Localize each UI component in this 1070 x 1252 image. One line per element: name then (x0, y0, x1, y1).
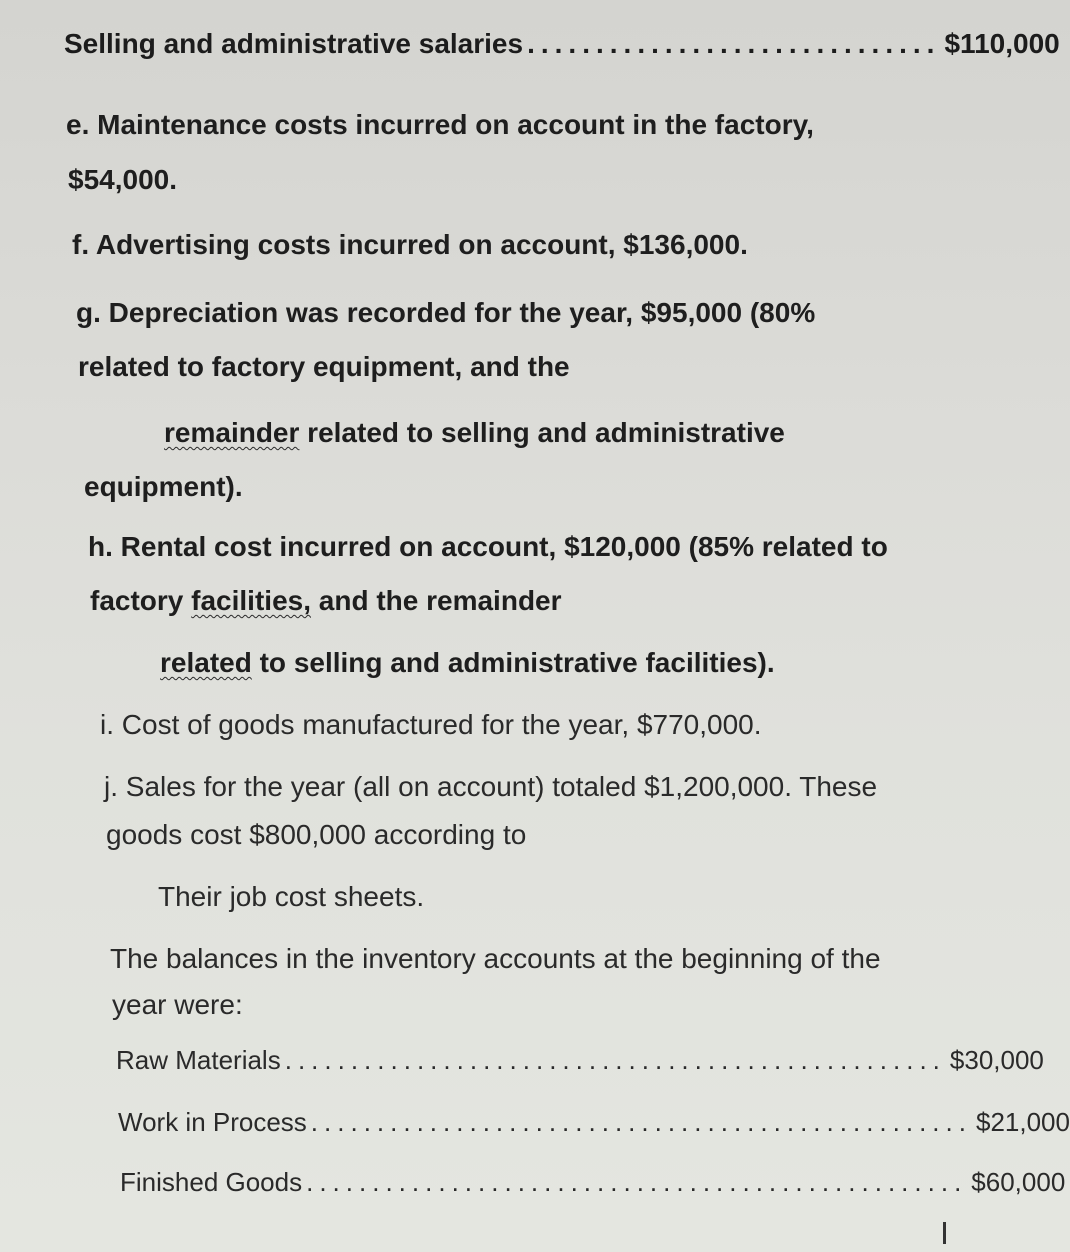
inventory-value: $60,000 (971, 1167, 1066, 1197)
item-h-line-2-pre: factory (90, 585, 192, 616)
inventory-row-work-in-process (118, 1106, 1070, 1138)
salaries-row (64, 28, 1060, 60)
underlined-word: facilities, (191, 585, 311, 616)
item-h-line-1: h. Rental cost incurred on account, $120,000 (85% related to (88, 531, 888, 562)
item-e-line-2: $54,000. (68, 164, 177, 195)
inventory-label: Finished Goods (120, 1167, 303, 1197)
item-g-line-1: g. Depreciation was recorded for the year, $95,000 (80% (76, 297, 816, 328)
inventory-value: $30,000 (949, 1045, 1044, 1075)
leader-dots: .............................. (527, 28, 941, 59)
item-h-line-2-rest: and the remainder (311, 585, 562, 616)
item-j-line-3: Their job cost sheets. (158, 881, 425, 912)
item-g-line-4: equipment). (84, 471, 243, 502)
inventory-row-finished-goods (120, 1166, 1066, 1198)
leader-dots: .................................................. (306, 1167, 968, 1197)
inventory-label: Work in Process (118, 1107, 307, 1137)
item-j-line-1: j. Sales for the year (all on account) totaled $1,200,000. These (104, 771, 878, 802)
item-j-line-2: goods cost $800,000 according to (106, 819, 527, 850)
item-f: f. Advertising costs incurred on account, $136,000. (72, 229, 748, 260)
text-cursor-mark (943, 1222, 946, 1244)
item-h-line-3 (160, 646, 775, 680)
leader-dots: .................................................. (284, 1045, 946, 1075)
inventory-label: Raw Materials (116, 1045, 281, 1075)
salaries-value: $110,000 (944, 28, 1060, 59)
balances-line-1: The balances in the inventory accounts at the beginning of the (110, 943, 881, 974)
item-h-line-3-rest: to selling and administrative facilities). (251, 647, 775, 678)
leader-dots: .................................................. (310, 1107, 972, 1137)
underlined-word: related (160, 647, 252, 678)
balances-line-2: year were: (112, 989, 243, 1020)
inventory-value: $21,000 (975, 1107, 1070, 1137)
item-i: i. Cost of goods manufactured for the year, $770,000. (100, 709, 762, 740)
salaries-label: Selling and administrative salaries (64, 28, 524, 59)
item-h-line-2 (90, 584, 562, 618)
item-e-line-1: e. Maintenance costs incurred on account in the factory, (66, 109, 814, 140)
item-g-line-3-rest: related to selling and administrative (299, 417, 785, 448)
item-g-line-3 (164, 416, 785, 450)
inventory-row-raw-materials (116, 1044, 1044, 1076)
item-g-line-2: related to factory equipment, and the (78, 351, 570, 382)
underlined-word: remainder (164, 417, 300, 448)
